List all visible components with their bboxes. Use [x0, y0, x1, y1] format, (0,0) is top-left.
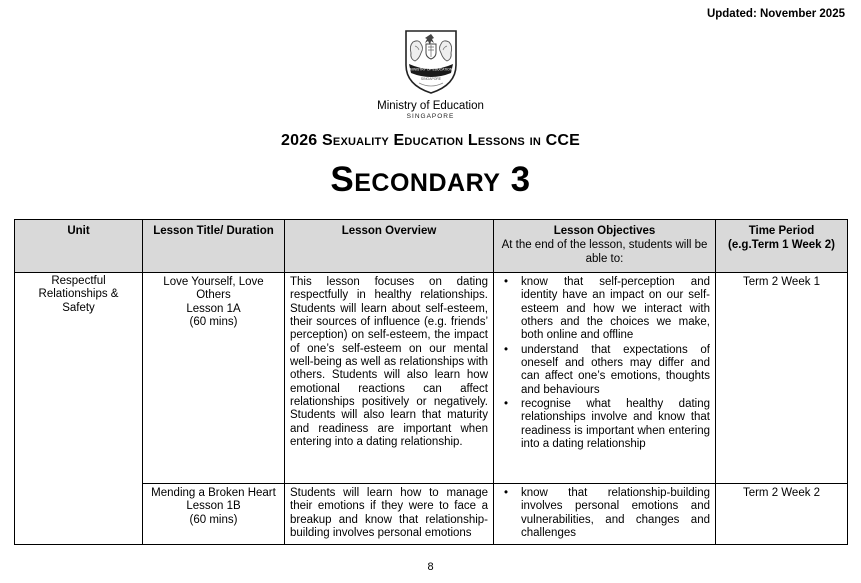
objectives-subtitle: At the end of the lesson, students will be able to: — [501, 239, 708, 265]
svg-text:MINISTRY OF EDUCATION: MINISTRY OF EDUCATION — [409, 67, 452, 72]
col-header-overview — [285, 220, 494, 273]
page-number: 8 — [427, 561, 434, 573]
col-header-time-label: Time Period — [748, 225, 815, 237]
lesson-title-line: Mending a Broken Heart Lesson 1B — [151, 487, 276, 513]
objective-item: • know that relationship-building involves personal emotions and vulnerabilities, and changes and challenges — [497, 487, 710, 540]
svg-text:SINGAPORE: SINGAPORE — [420, 77, 441, 81]
col-header-unit — [15, 220, 143, 273]
lessons-table — [14, 219, 848, 545]
updated-date-label: Updated: November 2025 — [706, 8, 845, 20]
document-title: 2026 Sexuality Education Lessons in CCE — [281, 132, 580, 149]
lesson-overview-cell: This lesson focuses on dating respectfully in healthy relationships. Students will learn about self-esteem, their sources of influence (e.g. friends’ perception) on self-esteem, the impact of one’s self-esteem on our mental well-being as well as relationships with others. Students will also learn how emotional reactions can affect relationships positively or negatively. Students will also learn that maturity and readiness are important when entering into a dating relationship. — [285, 273, 494, 484]
table-header-row — [15, 220, 848, 273]
objectives-list — [497, 276, 710, 451]
lesson-title-line: Love Yourself, Love Others — [163, 276, 264, 302]
col-header-title-label: Lesson Title/ Duration — [153, 225, 274, 237]
lesson-objectives-cell — [494, 273, 716, 484]
lesson-code-line: Lesson 1A — [186, 302, 241, 315]
col-header-title-duration — [143, 220, 285, 273]
time-period-cell: Term 2 Week 1 — [716, 273, 848, 484]
masthead — [0, 28, 861, 120]
section-title: Secondary 3 — [330, 160, 531, 199]
col-header-objectives-label: Lesson Objectives — [553, 225, 656, 237]
moe-singapore-crest-icon — [399, 28, 463, 96]
lesson-title-cell — [143, 484, 285, 545]
col-header-overview-label: Lesson Overview — [341, 225, 437, 237]
table-row-lesson-1a — [15, 273, 848, 484]
objective-item: • know that self-perception and identity have an impact on our self-esteem and how we interact with others and the choices we make, both online and offline — [497, 276, 710, 343]
unit-cell: Respectful Relationships & Safety — [15, 273, 143, 545]
lesson-objectives-cell — [494, 484, 716, 545]
lesson-overview-cell: Students will learn how to manage their emotions if they were to face a breakup and know that relationship-building involves personal emotions — [285, 484, 494, 545]
lesson-duration-line: (60 mins) — [189, 513, 238, 526]
objective-item: • understand that expectations of oneself and others may differ and can affect one’s emotions, thoughts and behaviours — [497, 344, 710, 397]
time-period-example: (e.g.Term 1 Week 2) — [728, 239, 835, 252]
col-header-unit-label: Unit — [67, 225, 90, 237]
ministry-country: SINGAPORE — [406, 112, 455, 120]
lesson-title-cell — [143, 273, 285, 484]
col-header-time-period — [716, 220, 848, 273]
time-period-cell: Term 2 Week 2 — [716, 484, 848, 545]
lesson-duration-line: (60 mins) — [189, 315, 238, 328]
ministry-name: Ministry of Education — [377, 100, 484, 112]
col-header-objectives — [494, 220, 716, 273]
objectives-list — [497, 487, 710, 540]
objective-item: • recognise what healthy dating relationships involve and know that readiness is important when entering into a dating relationship — [497, 398, 710, 451]
